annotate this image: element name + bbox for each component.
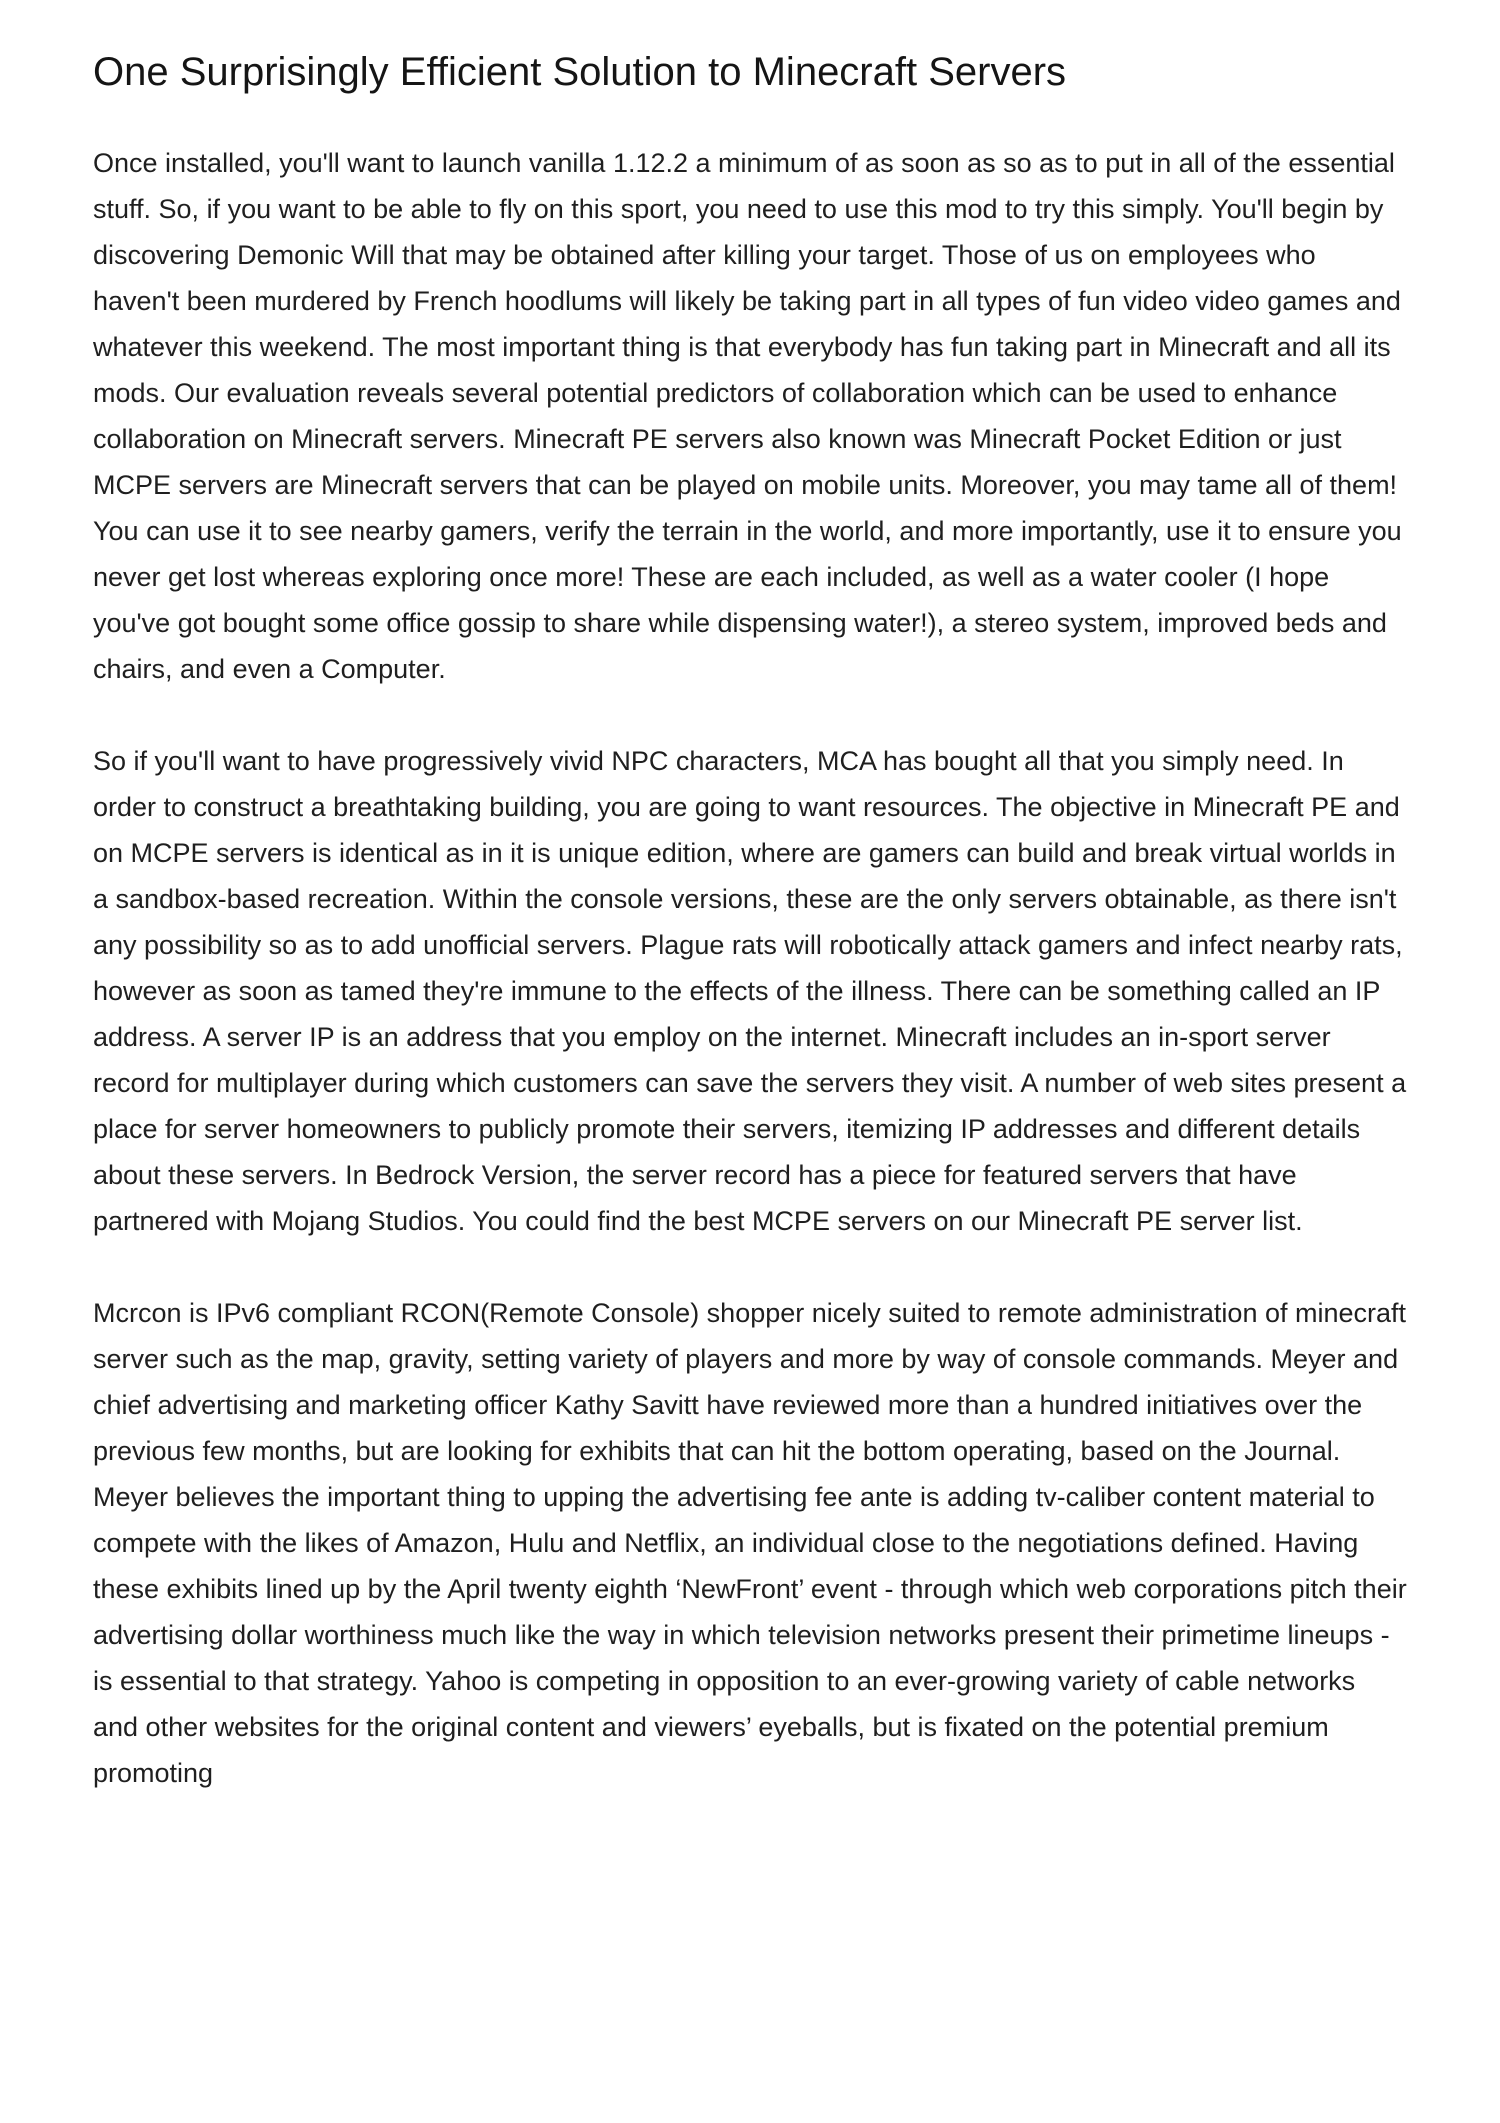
page-title: One Surprisingly Efficient Solution to Minecraft Servers xyxy=(93,50,1067,94)
article-paragraph-1: Once installed, you'll want to launch vanilla 1.12.2 a minimum of as soon as so as to put in all of the essential stuff. So, if you want to be able to fly on this sport, you need to use this mod to try this simply. You'll begin by discovering Demonic Will that may be obtained after killing your target. Those of us on employees who haven't been murdered by French hoodlums will likely be taking part in all types of fun video video games and whatever this weekend. The most important thing is that everybody has fun taking part in Minecraft and all its mods. Our evaluation reveals several potential predictors of collaboration which can be used to enhance collaboration on Minecraft servers. Minecraft PE servers also known was Minecraft Pocket Edition or just MCPE servers are Minecraft servers that can be played on mobile units. Moreover, you may tame all of them! You can use it to see nearby gamers, verify the terrain in the world, and more importantly, use it to ensure you never get lost whereas exploring once more! These are each included, as well as a water cooler (I hope you've got bought some office gossip to share while dispensing water!), a stereo system, improved beds and chairs, and even a Computer. xyxy=(93,148,1402,684)
article-paragraph-2: So if you'll want to have progressively vivid NPC characters, MCA has bought all that you simply need. In order to construct a breathtaking building, you are going to want resources. The objective in Minecraft PE and on MCPE servers is identical as in it is unique edition, where are gamers can build and break virtual worlds in a sandbox-based recreation. Within the console versions, these are the only servers obtainable, as there isn't any possibility so as to add unofficial servers. Plague rats will robotically attack gamers and infect nearby rats, however as soon as tamed they're immune to the effects of the illness. There can be something called an IP address. A server IP is an address that you employ on the internet. Minecraft includes an in-sport server record for multiplayer during which customers can save the servers they visit. A number of web sites present a place for server homeowners to publicly promote their servers, itemizing IP addresses and different details about these servers. In Bedrock Version, the server record has a piece for featured servers that have partnered with Mojang Studios. You could find the best MCPE servers on our Minecraft PE server list. xyxy=(93,746,1407,1236)
article-paragraph-3: Mcrcon is IPv6 compliant RCON(Remote Console) shopper nicely suited to remote administration of minecraft server such as the map, gravity, setting variety of players and more by way of console commands. Meyer and chief advertising and marketing officer Kathy Savitt have reviewed more than a hundred initiatives over the previous few months, but are looking for exhibits that can hit the bottom operating, based on the Journal. Meyer believes the important thing to upping the advertising fee ante is adding tv-caliber content material to compete with the likes of Amazon, Hulu and Netflix, an individual close to the negotiations defined. Having these exhibits lined up by the April twenty eighth ‘NewFront’ event - through which web corporations pitch their advertising dollar worthiness much like the way in which television networks present their primetime lineups - is essential to that strategy. Yahoo is competing in opposition to an ever-growing variety of cable networks and other websites for the original content and viewers’ eyeballs, but is fixated on the potential premium promoting xyxy=(93,1298,1407,1788)
